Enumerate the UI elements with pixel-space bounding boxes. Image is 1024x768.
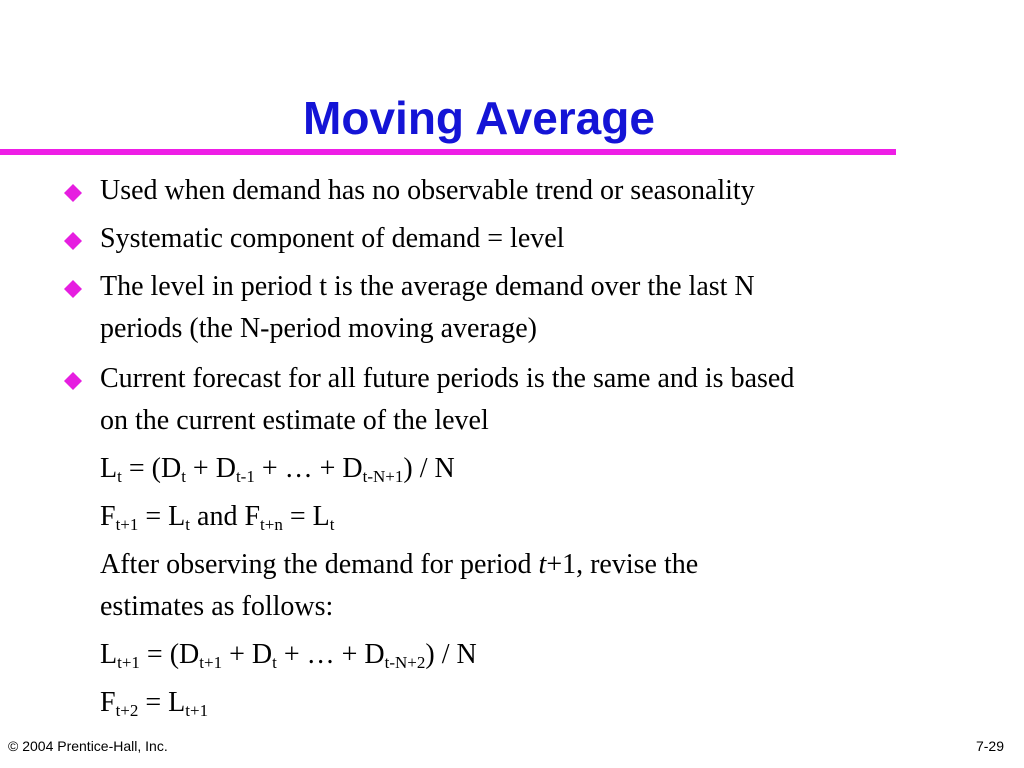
- diamond-bullet-icon: [60, 228, 86, 254]
- diamond-bullet-icon: [60, 276, 86, 302]
- formula-forecast: $F_{t+1} = L_t$ and $F_{t+n} = L_t$: [100, 501, 335, 534]
- bullet-text-3b: periods (the N-period moving average): [100, 313, 537, 344]
- bullet-text-2: Systematic component of demand = level: [100, 223, 565, 254]
- bullet-text-4a: Current forecast for all future periods is the same and is based: [100, 363, 795, 394]
- bullet-text-1: Used when demand has no observable trend or seasonality: [100, 175, 755, 206]
- revise-text-2: estimates as follows:: [100, 591, 334, 622]
- bullet-text-3a: The level in period t is the average demand over the last N: [100, 271, 755, 302]
- revise-text-1: After observing the demand for period t+1, revise the: [100, 549, 699, 580]
- page-number: 7-29: [975, 738, 1004, 754]
- bullet-text-4b: on the current estimate of the level: [100, 405, 489, 436]
- slide-title: Moving Average: [303, 92, 655, 144]
- diamond-bullet-icon: [60, 180, 86, 206]
- formula-revised-level: $L_{t+1} = (D_{t+1} + D_t$ + … + $D_{t-N+2}$) / N: [100, 639, 477, 672]
- formula-level: $L_t = (D_t + D_{t-1}$ + … + $D_{t-N+1}$) / N: [100, 453, 455, 486]
- copyright-footer: © 2004 Prentice-Hall, Inc.: [8, 738, 168, 754]
- diamond-bullet-icon: [60, 368, 86, 394]
- formula-revised-forecast: $F_{t+2} = L_{t+1}$: [100, 687, 209, 720]
